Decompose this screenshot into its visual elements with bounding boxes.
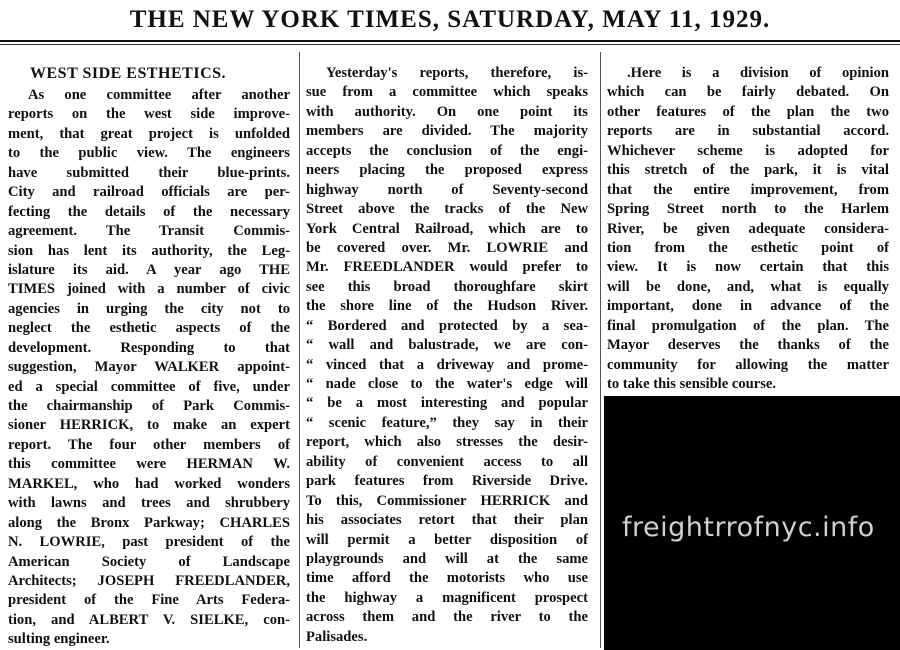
text-line: playgrounds and will at the same [306,550,588,567]
text-line: agreement. The Transit Commis- [8,223,290,240]
text-line: final promulgation of the plan. The [607,317,889,334]
text-line: development. Responding to that [8,339,290,356]
text-line: suggestion, Mayor WALKER appoint- [8,359,290,376]
text-line: see this broad thoroughfare skirt [306,278,588,295]
text-line: agencies in urging the city not to [8,300,290,317]
text-line: report. The four other members of [8,436,290,453]
text-line: park features from Riverside Drive. [306,473,588,490]
text-line: “ be a most interesting and popular [306,395,588,412]
text-line: sulting engineer. [8,631,110,648]
text-line: which can be fairly debated. On [607,84,889,101]
text-line: accepts the conclusion of the engi- [306,142,588,159]
text-line: tion, and ALBERT V. SIELKE, con- [8,611,290,628]
text-line: sioner HERRICK, to make an expert [8,417,290,434]
text-line: TIMES joined with a number of civic [8,281,290,298]
masthead-rule-bottom [0,44,900,45]
text-line: Whichever scheme is adopted for [607,142,889,159]
text-line: Street above the tracks of the New [306,201,588,218]
text-line: “ nade close to the water's edge will [306,376,588,392]
text-line: Spring Street north to the Harlem [607,201,889,218]
text-line: River, be given adequate considera- [607,220,889,237]
text-line: president of the Fine Arts Federa- [8,592,290,609]
watermark-text: freightrrofnyc.info [622,512,875,543]
text-line: have submitted their blue-prints. [8,164,290,181]
text-line: reports on the west side improve- [8,106,290,123]
text-line: along the Bronx Parkway; CHARLES [8,514,290,531]
text-line: tion from the esthetic point of [607,239,889,256]
text-line: important, done in advance of the [607,298,889,315]
text-line: N. LOWRIE, past president of the [8,534,290,551]
text-line: “ scenic feature,” they say in their [306,414,588,431]
text-line: neglect the esthetic aspects of the [8,320,290,337]
article-column-3 [607,64,889,394]
text-line: fecting the details of the necessary [8,203,290,220]
text-line: to the public view. The engineers [8,145,290,162]
text-line: the shore line of the Hudson River. [306,298,588,315]
text-line: ment, that great project is unfolded [8,125,290,142]
text-line: York Central Railroad, which are to [306,220,588,237]
article-column-2 [306,64,588,647]
text-line: sue from a committee which speaks [306,84,588,101]
text-line: Yesterday's reports, therefore, is- [326,65,588,81]
text-line: this committee were HERMAN W. [8,456,290,473]
text-line: Palisades. [306,628,368,645]
text-line: will permit a better disposition of [306,531,588,548]
text-line: community for allowing the matter [607,356,889,373]
text-line: As one committee after another [28,87,290,103]
text-line: ed a special committee of five, under [8,378,290,395]
text-line: time afford the motorists who use [306,570,588,587]
article-column-1 [8,62,290,650]
text-line: To this, Commissioner HERRICK and [306,492,588,509]
text-line: members are divided. The majority [306,123,588,140]
text-line: “ vinced that a driveway and prome- [306,356,588,373]
text-line: to take this sensible course. [607,376,777,392]
text-line: other features of the plan the two [607,103,889,120]
column-divider-2 [600,52,601,648]
text-line: his associates retort that their plan [306,512,588,529]
masthead-rule-top [0,40,900,42]
text-line: Mayor deserves the thanks of the [607,337,889,354]
article-headline: WEST SIDE ESTHETICS. [30,65,227,82]
text-line: view. It is now certain that this [607,259,889,276]
text-line: across them and the river to the [306,609,588,626]
text-line: islature its aid. A year ago THE [8,261,290,278]
text-line: American Society of Landscape [8,553,290,570]
text-line: ability of convenient access to all [306,453,588,470]
text-line: with lawns and trees and shrubbery [8,495,290,512]
text-line: MARKEL, who had worked wonders [8,475,290,492]
text-line: will be done, and, what is equally [607,278,889,295]
column-divider-1 [299,52,300,648]
text-line: reports are in substantial accord. [607,123,889,140]
text-line: highway north of Seventy-second [306,181,588,198]
text-line: report, which also stresses the desir- [306,434,588,451]
text-line: be covered over. Mr. LOWRIE and [306,239,588,256]
text-line: neers placing the proposed express [306,162,588,179]
text-line: that the entire improvement, from [607,181,889,198]
text-line: this stretch of the park, it is vital [607,162,889,179]
masthead: THE NEW YORK TIMES, SATURDAY, MAY 11, 1929. [129,6,771,33]
text-line: Mr. FREEDLANDER would prefer to [306,259,588,276]
text-line: the chairmanship of Park Commis- [8,398,290,414]
text-line: .Here is a division of opinion [627,65,889,81]
text-line: City and railroad officials are per- [8,184,290,201]
text-line: the highway a magnificent prospect [306,589,588,606]
text-line: with authority. On one point its [306,103,588,120]
text-line: Architects; JOSEPH FREEDLANDER, [8,572,290,589]
text-line: “ Bordered and protected by a sea- [306,317,588,334]
text-line: “ wall and balustrade, we are con- [306,337,588,354]
text-line: sion has lent its authority, the Leg- [8,242,290,259]
